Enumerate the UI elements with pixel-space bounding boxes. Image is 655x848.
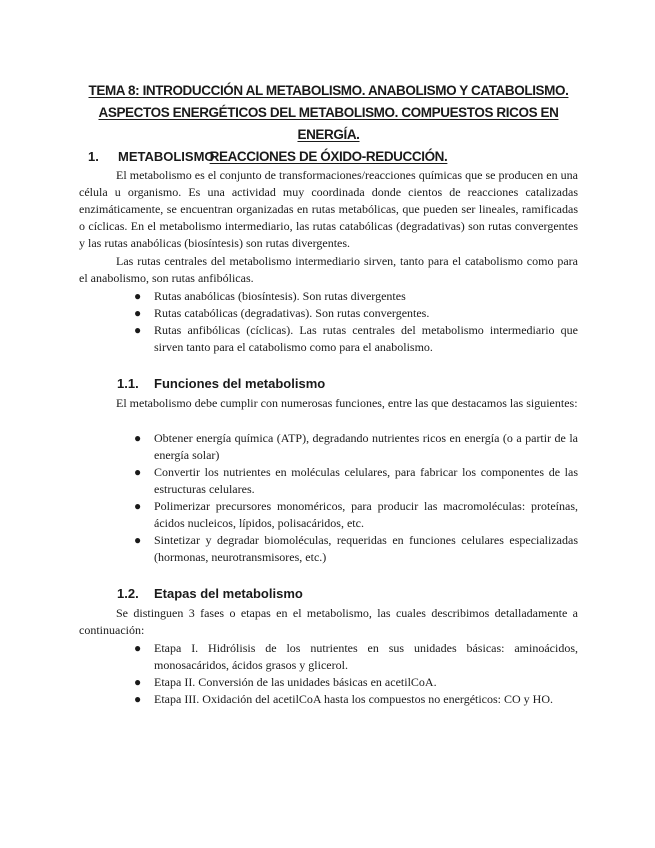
section-1-1-heading: [117, 375, 325, 392]
section-1-paragraph-2: Las rutas centrales del metabolismo intermediario sirven, tanto para el catabolismo como para el anabolismo, son rutas anfibólicas.: [79, 254, 578, 285]
list-item: ● Rutas anfibólicas (cíclicas). Las rutas centrales del metabolismo intermediario que sirven tanto para el catabolismo como para el anabolismo.: [134, 323, 578, 354]
section-1-title: METABOLISMO: [118, 149, 215, 164]
list-item: ● Rutas anabólicas (biosíntesis). Son rutas divergentes: [134, 289, 406, 303]
section-1-number: 1.: [88, 149, 99, 164]
title-line-2: ASPECTOS ENERGÉTICOS DEL METABOLISMO. COMPUESTOS RICOS EN ENERGÍA.: [98, 105, 559, 142]
bullet-icon: ●: [134, 323, 142, 337]
list-item: ● Rutas catabólicas (degradativas). Son rutas convergentes.: [134, 306, 430, 320]
section-1-2-paragraph: Se distinguen 3 fases o etapas en el metabolismo, las cuales describimos detalladamente a continuación:: [79, 606, 578, 637]
section-1-1-bullet-list: [132, 430, 578, 566]
bullet-icon: ●: [134, 465, 142, 479]
section-1-paragraph-1: El metabolismo es el conjunto de transformaciones/reacciones químicas que se producen en una célula u organismo. Es una actividad muy coordinada donde cientos de reacciones catalizadas enzimáticamente, se encuentran organizadas en rutas metabólicas, que pueden ser lineales, ramificadas o cíclicas. En el metabolismo intermediario, las rutas catabólicas (degradativas) son rutas convergentes y las rutas anabólicas (biosíntesis) son rutas divergentes.: [79, 168, 578, 250]
section-1-2-title: Etapas del metabolismo: [154, 586, 303, 601]
bullet-icon: ●: [134, 641, 142, 655]
list-item: ● Etapa I. Hidrólisis de los nutrientes en sus unidades básicas: aminoácidos, monosacáridos, ácidos grasos y glicerol.: [134, 641, 578, 672]
title-line-1: TEMA 8: INTRODUCCIÓN AL METABOLISMO. ANABOLISMO Y CATABOLISMO.: [88, 83, 569, 98]
bullet-icon: ●: [134, 533, 142, 547]
bullet-icon: ●: [134, 431, 142, 445]
list-item: ● Sintetizar y degradar biomoléculas, requeridas en funciones celulares especializadas (hormonas, neurotransmisores, etc.): [134, 533, 578, 564]
bullet-icon: ●: [134, 499, 142, 513]
list-item: ● Obtener energía química (ATP), degradando nutrientes ricos en energía (o a partir de la energía solar): [134, 431, 578, 462]
list-item: ● Etapa III. Oxidación del acetilCoA hasta los compuestos no energéticos: CO y HO.: [134, 692, 554, 706]
bullet-icon: ●: [134, 692, 142, 706]
title-line-3: REACCIONES DE ÓXIDO-REDUCCIÓN.: [209, 149, 448, 164]
bullet-icon: ●: [134, 675, 142, 689]
section-1-1-title: Funciones del metabolismo: [154, 376, 326, 391]
bullet-icon: ●: [134, 306, 142, 320]
section-1-2-heading: [117, 585, 303, 602]
list-item: ● Etapa II. Conversión de las unidades básicas en acetilCoA.: [134, 675, 437, 689]
section-1-1-number: 1.1.: [117, 376, 139, 391]
section-1-bullet-list: [132, 288, 578, 356]
section-1-2-bullet-list: [132, 640, 578, 708]
bullet-icon: ●: [134, 289, 142, 303]
list-item: ● Convertir los nutrientes en moléculas celulares, para fabricar los componentes de las estructuras celulares.: [134, 465, 578, 496]
section-1-2-number: 1.2.: [117, 586, 139, 601]
list-item: ● Polimerizar precursores monoméricos, para producir las macromoléculas: proteínas, ácidos nucleicos, lípidos, polisacáridos, etc.: [134, 499, 578, 530]
section-1-1-paragraph: El metabolismo debe cumplir con numerosas funciones, entre las que destacamos las siguientes:: [116, 396, 578, 410]
section-1-heading: [88, 148, 215, 165]
